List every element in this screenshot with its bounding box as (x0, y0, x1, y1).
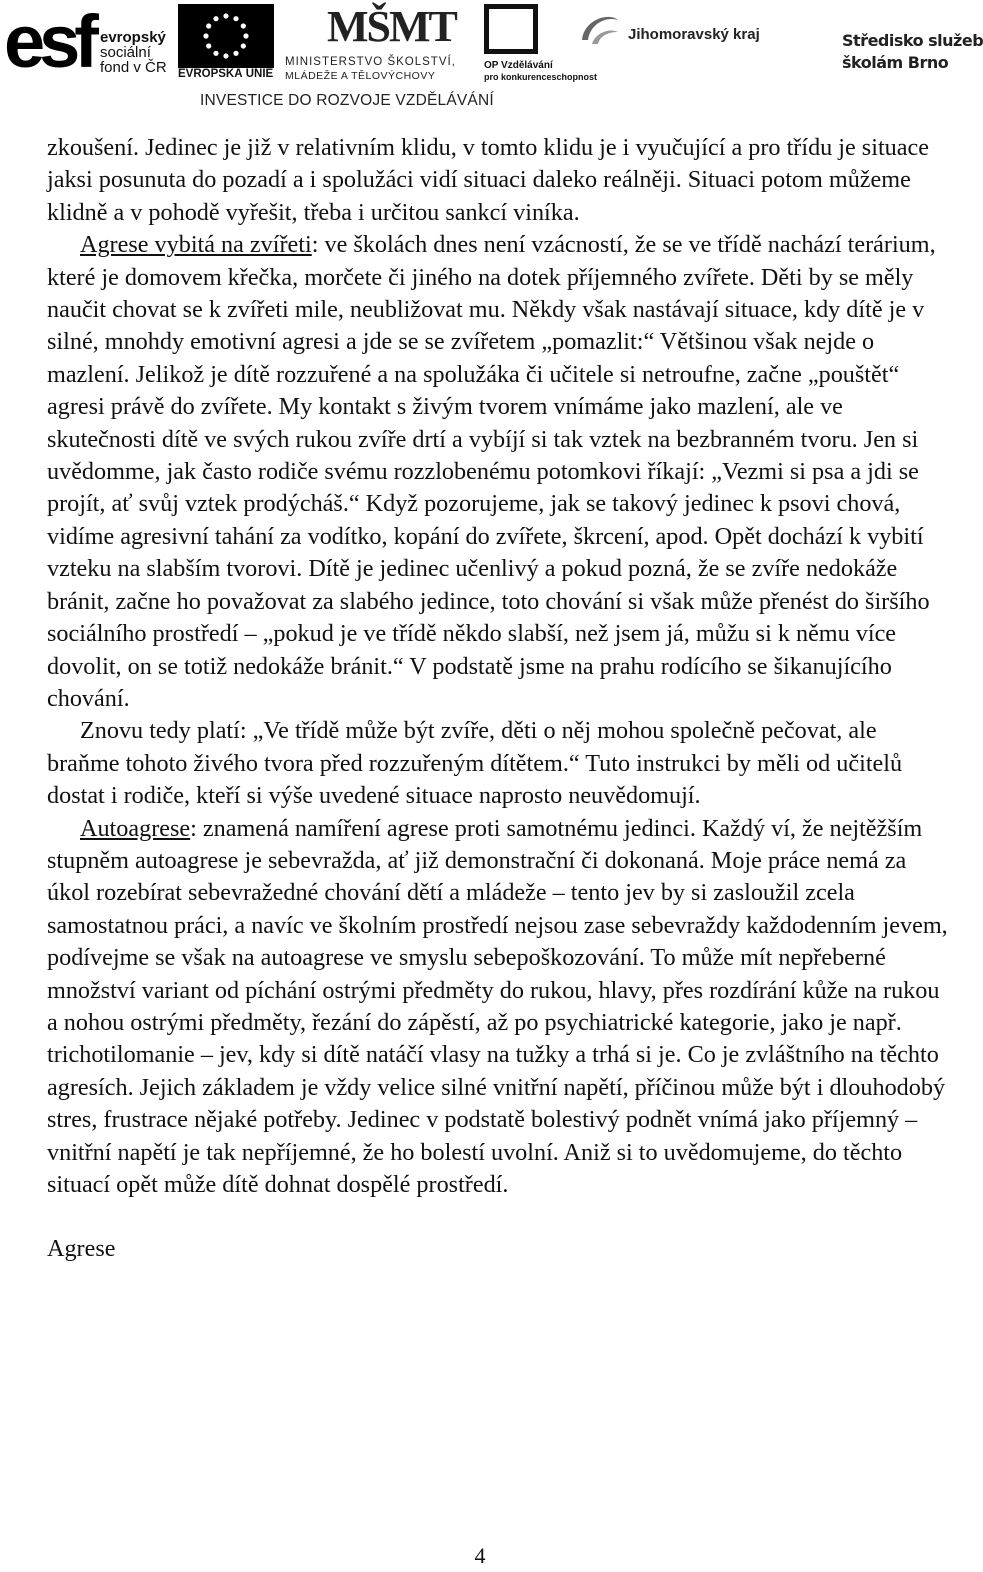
term-agrese-vybita: Agrese vybitá na zvířeti (80, 231, 312, 259)
ssb-line1: Středisko služeb (842, 31, 983, 50)
paragraph-1: zkoušení. Jedinec je již v relativním klidu, v tomto klidu je i vyučující a pro třídu je situace jaksi posunuta do pozadí a i spolužáci vidí situaci daleko reálněji. Situaci potom můžeme klidně a v pohodě vyřešit, třeba i určitou sankcí viníka. (47, 134, 929, 226)
op-line1: OP Vzdělávání (484, 60, 553, 71)
esf-line2: sociální (100, 44, 151, 61)
paragraph-2 (47, 229, 955, 715)
header-logos (0, 0, 983, 120)
esf-line1: evropský (100, 29, 166, 46)
page-number: 4 (474, 1543, 486, 1568)
esf-text (100, 30, 167, 75)
msmt-logo (285, 2, 465, 82)
msmt-mark: MŠMT (327, 2, 456, 51)
msmt-line2: MLÁDEŽE A TĚLOVÝCHOVY (285, 70, 436, 82)
document-body (47, 132, 955, 1266)
paragraph-4 (47, 813, 955, 1202)
paragraph-2-text: : ve školách dnes není vzácností, že se ve třídě nachází terárium, které je domovem křečka, morčete či jiného na dotek příjemného zvířete. Děti by se měly naučit chovat se k zvířeti mile, neubližovat mu. Někdy však nastávají situace, kdy dítě je v silné, mnohdy emotivní agresi a jde se se zvířetem „pomazlit:“ Většinou však nejde o mazlení. Jelikož je dítě rozzuřené a na spolužáka či učitele si netroufne, začne „pouštět“ agresi právě do zvířete. My kontakt s živým tvorem vnímáme jako mazlení, ale ve skutečnosti dítě ve svých rukou zvíře drtí a vybíjí si tak vztek na bezbranném tvoru. Jen si uvědomme, jak často rodiče svému rozzlobenému potomkovi říkají: „Vezmi si psa a jdi se projít, ať svůj vztek prodýcháš.“ Když pozorujeme, jak se takový jedinec k psovi chová, vidíme agresivní tahání za vodítko, kopání do zvířete, škrcení, apod. Opět dochází k vybití vzteku na slabším tvorovi. Dítě je jedinec učenlivý a pokud pozná, že se zvíře nedokáže bránit, začne ho považovat za slabého jedince, toto chování si však může přenést do širšího sociálního prostředí – „pokud je ve třídě někdo slabší, než jsem já, můžu si k němu více dovolit, on se totiž nedokáže bránit.“ V podstatě jsme na prahu rodícího se šikanujícího chování. (47, 231, 936, 712)
esf-line3: fond v ČR (100, 59, 167, 76)
paragraph-3: Znovu tedy platí: „Ve třídě může být zvíře, děti o něj mohou společně pečovat, ale braňme tohoto živého tvora před rozzuřeným dítětem.“ Tuto instrukci by měli od učitelů dostat i rodiče, kteří si výše uvedené situace naprosto neuvědomují. (47, 717, 903, 810)
investice-tagline: INVESTICE DO ROZVOJE VZDĚLÁVÁNÍ (200, 92, 494, 109)
op-logo (484, 4, 598, 84)
paragraph-4-text: : znamená namíření agrese proti samotnému jedinci. Každý ví, že nejtěžším stupněm autoagrese je sebevražda, ať již demonstrační či dokonaná. Moje práce nemá za úkol rozebírat sebevražedné chování dětí a mládeže – tento jev by si zasloužil zcela samostatnou práci, a navíc ve školním prostředí nejsou zase sebevraždy každodenním jevem, podívejme se však na autoagrese ve smyslu sebepoškozování. To může mít nepřeberné množství variant od píchání ostrými předměty do rukou, hlavy, přes rozdírání kůže na rukou a nohou ostrými předměty, řezání do zápěstí, až po psychiatrické kategorie, jako je např. trichotilomanie – jev, kdy si dítě natáčí vlasy na tužky a trhá si je. Co je zvláštního na těchto agresích. Jejich základem je vždy velice silné vnitřní napětí, příčinou může být i dlouhodobý stres, frustrace nějaké potřeby. Jedinec v podstatě bolestivý podnět vnímá jako příjemný – vnitřní napětí je tak nepříjemné, že ho bolestí uvolní. Aniž si to uvědomujeme, do těchto situací opět může dítě dohnat dospělé prostředí. (47, 814, 948, 1198)
msmt-line1: MINISTERSTVO ŠKOLSTVÍ, (285, 56, 456, 68)
jihomoravsky-kraj-logo (578, 10, 778, 60)
op-square-icon (484, 4, 538, 54)
esf-logo (4, 0, 96, 83)
section-heading-agrese: Agrese (47, 1235, 116, 1263)
term-autoagrese: Autoagrese (80, 814, 191, 842)
eu-label: EVROPSKÁ UNIE (178, 68, 274, 80)
op-line2: pro konkurenceschopnost (484, 72, 598, 82)
eu-flag-icon (178, 4, 274, 68)
jihomoravsky-kraj-label: Jihomoravský kraj (628, 26, 760, 43)
stredisko-sluzeb-logo (842, 30, 983, 82)
swoosh-icon (578, 10, 620, 48)
blank-line (47, 1201, 955, 1233)
esf-mark: esf (4, 0, 93, 83)
ssb-line2: školám Brno (842, 53, 949, 72)
